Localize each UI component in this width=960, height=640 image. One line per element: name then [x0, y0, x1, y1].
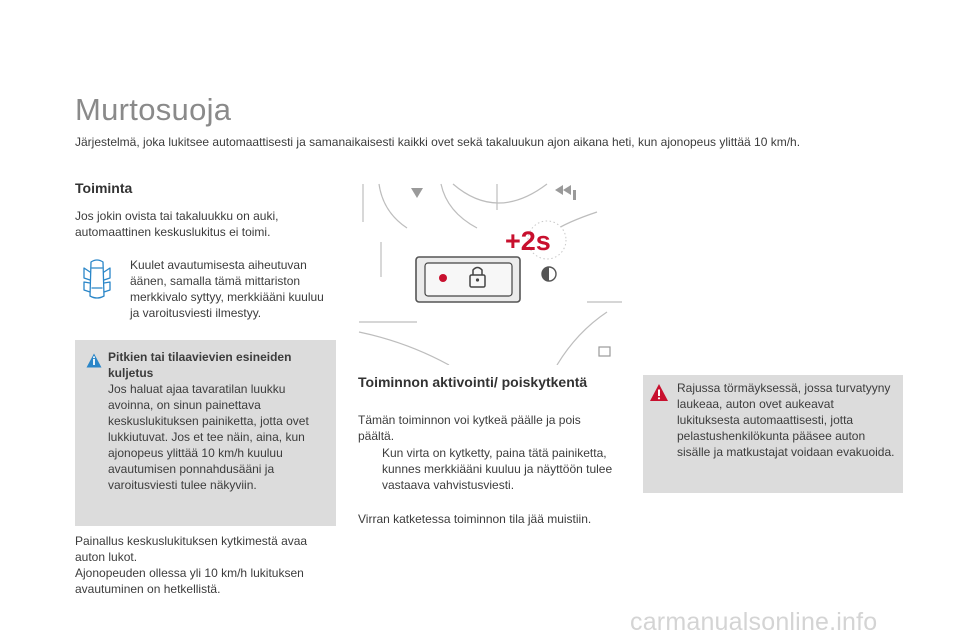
intro-text: Järjestelmä, joka lukitsee automaattisesti ja samanaikaisesti kaikki ovet sekä takaluukun ajon aikana heti, kun ajonopeus ylittää 10 km/h. [75, 135, 801, 149]
hold-duration-label: +2s [505, 226, 551, 256]
warning-text: Rajussa törmäyksessä, jossa turvatyyny laukeaa, auton ovet aukeavat lukituksesta automaattisesti, jotta pelastushenkilökunta pääsee auton sisälle ja matkustajat voidaan evakuoida. [677, 381, 895, 459]
memory-note-text: Virran katketessa toiminnon tila jää muistiin. [358, 512, 592, 526]
info-box-body: Jos haluat ajaa tavaratilan luukku avoinna, on sinun painettava keskuslukituksen painiketta, jotta ovet lukkiutuvat. Jos et tee näin, aina, kun ajonopeus ylittää 10 km/h kuuluu avautumisen ponnahdusääni ja varoitusviesti tulee näkyviin. [108, 382, 309, 492]
page-title: Murtosuoja [75, 92, 232, 127]
door-open-text: Kuulet avautumisesta aiheutuvan äänen, samalla tämä mittariston merkkivalo syttyy, merkkiääni kuuluu ja varoitusviesti ilmestyy. [130, 258, 324, 320]
section-heading-aktivointi: Toiminnon aktivointi/ poiskytkentä [358, 374, 588, 390]
warning-exclamation-icon [649, 383, 669, 403]
aktivointi-bullet-text: Kun virta on kytketty, paina tätä painiketta, kunnes merkkiääni kuuluu ja näyttöön tulee vastaava vahvistusviesti. [382, 446, 613, 492]
info-box-title: Pitkien tai tilaavievien esineiden kuljetus [108, 350, 292, 380]
aktivointi-text: Tämän toiminnon voi kytkeä päälle ja pois päältä. [358, 413, 581, 443]
toiminta-text: Jos jokin ovista tai takaluukku on auki, automaattinen keskuslukitus ei toimi. [75, 209, 279, 239]
info-icon [86, 353, 102, 369]
section-heading-toiminta: Toiminta [75, 180, 133, 196]
watermark: carmanualsonline.info [630, 608, 878, 636]
central-lock-button-illustration [357, 182, 622, 365]
car-doors-open-icon [82, 256, 112, 302]
unlock-note-text: Painallus keskuslukituksen kytkimestä avaa auton lukot. Ajonopeuden ollessa yli 10 km/h lukituksen avautuminen on hetkellistä. [75, 534, 308, 596]
